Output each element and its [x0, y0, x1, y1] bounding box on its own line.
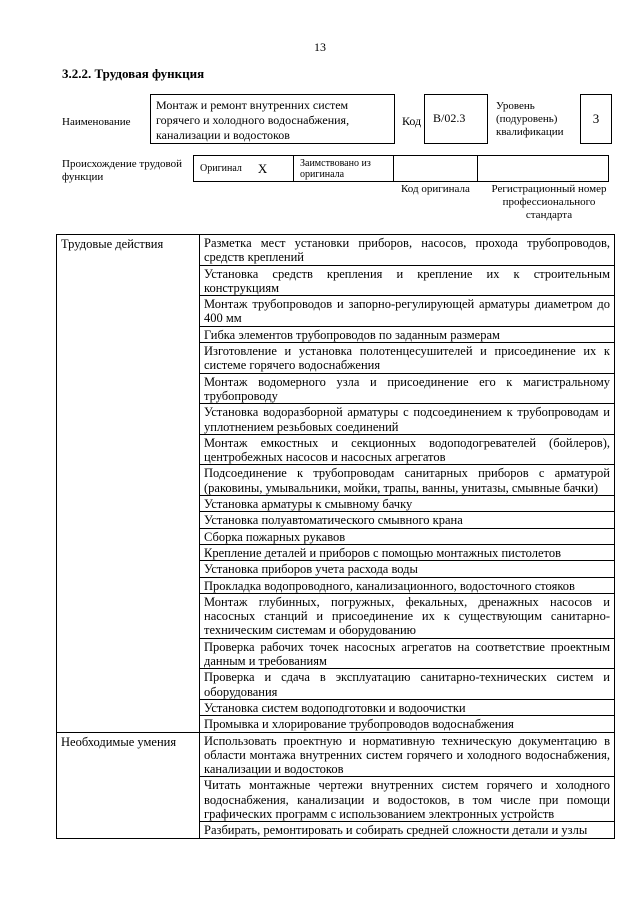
table-cell-item: Разметка мест установки приборов, насосов, прохода трубопроводов, средств креплений [200, 235, 615, 266]
table-cell-item: Подсоединение к трубопроводам санитарных приборов с арматурой (раковины, умывальники, мойки, трапы, ванны, унитазы, смывные бачки) [200, 465, 615, 496]
table-cell-item: Монтаж трубопроводов и запорно-регулирующей арматуры диаметром до 400 мм [200, 296, 615, 327]
table-cell-item: Монтаж емкостных и секционных водоподогревателей (бойлеров), центробежных насосов и насосных агрегатов [200, 434, 615, 465]
name-label: Наименование [62, 116, 131, 128]
function-code-box: B/02.3 [424, 94, 488, 144]
table-cell-item: Изготовление и установка полотенцесушителей и присоединение их к системе горячего водоснабжения [200, 343, 615, 374]
registration-label: Регистрационный номер профессионального стандарта [491, 183, 607, 221]
function-table [56, 234, 615, 839]
table-cell-item: Установка систем водоподготовки и водоочистки [200, 699, 615, 715]
origin-label: Происхождение трудовой функции [62, 158, 183, 183]
page-number: 13 [314, 40, 326, 54]
table-row [57, 235, 615, 266]
table-cell-item: Установка полуавтоматического смывного крана [200, 512, 615, 528]
table-cell-item: Установка арматуры к смывному бачку [200, 496, 615, 512]
table-cell-item: Гибка элементов трубопроводов по заданным размерам [200, 326, 615, 342]
table-cell-item: Установка водоразборной арматуры с подсоединением к трубопроводам и уплотнением резьбовых соединений [200, 404, 615, 435]
original-cell [193, 155, 293, 182]
original-mark: X [257, 161, 268, 176]
table-cell-item: Монтаж глубинных, погружных, фекальных, дренажных насосов и насосных станций и присоединение их к существующим санитарно-техническим системам и оборудованию [200, 593, 615, 638]
table-cell-item: Установка приборов учета расхода воды [200, 561, 615, 577]
table-cell-item: Использовать проектную и нормативную техническую документацию в области монтажа внутренних систем горячего и холодного водоснабжения, канализации и водостоков [200, 732, 615, 777]
table-cell-item: Крепление деталей и приборов с помощью монтажных пистолетов [200, 544, 615, 560]
level-label: Уровень (подуровень) квалификации [496, 100, 564, 138]
table-cell-item: Прокладка водопроводного, канализационного, водосточного стояков [200, 577, 615, 593]
borrowed-cell: Заимствовано из оригинала [293, 155, 393, 182]
table-cell-item: Разбирать, ремонтировать и собирать средней сложности детали и узлы [200, 822, 615, 838]
qualification-level-box: 3 [580, 94, 612, 144]
code-label: Код [402, 114, 422, 128]
table-row [57, 732, 615, 777]
table-cell-item: Сборка пожарных рукавов [200, 528, 615, 544]
table-cell-item: Проверка и сдача в эксплуатацию санитарно-технических систем и оборудования [200, 669, 615, 700]
table-cell-item: Читать монтажные чертежи внутренних систем горячего и холодного водоснабжения, канализации и водостоков, в том числе при помощи графических программ с использованием электронных устройств [200, 777, 615, 822]
section-heading: Трудовые действия [57, 235, 200, 733]
section-title: 3.2.2. Трудовая функция [62, 66, 205, 81]
registration-cell [477, 155, 609, 182]
table-cell-item: Монтаж водомерного узла и присоединение его к магистральному трубопроводу [200, 373, 615, 404]
function-name-box: Монтаж и ремонт внутренних систем горячего и холодного водоснабжения, канализации и водостоков [150, 94, 395, 144]
origin-row [193, 155, 609, 182]
original-label: Оригинал [200, 163, 242, 174]
code-original-cell [393, 155, 477, 182]
table-cell-item: Промывка и хлорирование трубопроводов водоснабжения [200, 716, 615, 732]
section-heading: Необходимые умения [57, 732, 200, 838]
code-original-label: Код оригинала [401, 183, 470, 195]
table-cell-item: Установка средств крепления и крепление их к строительным конструкциям [200, 265, 615, 296]
table-cell-item: Проверка рабочих точек насосных агрегатов на соответствие проектным данным и требованиям [200, 638, 615, 669]
